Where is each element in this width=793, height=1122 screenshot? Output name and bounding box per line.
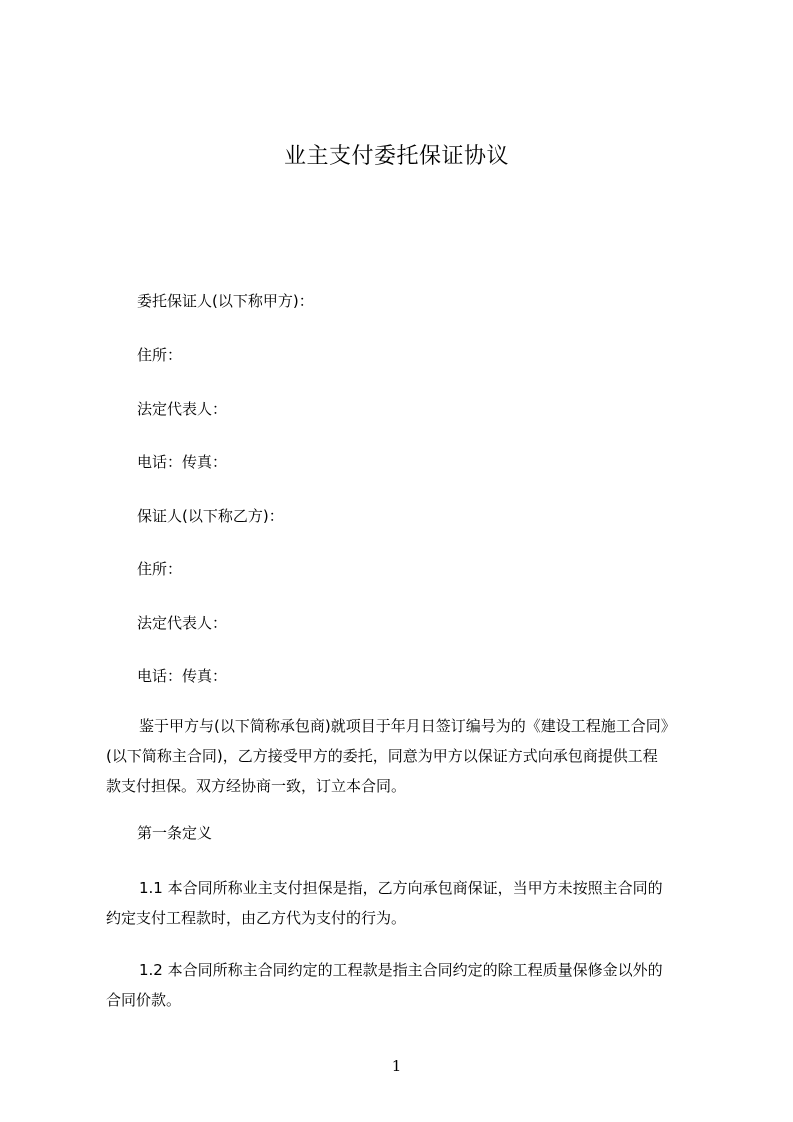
clause-1-1-line-1: 1.1 本合同所称业主支付担保是指，乙方向承包商保证，当甲方未按照主合同的 [139,879,663,897]
party-a-legal-rep: 法定代表人： [137,400,228,418]
party-b-heading: 保证人(以下称乙方)： [137,507,284,525]
party-b-phone-fax: 电话：传真： [137,667,228,685]
clause-1-1-line-2: 约定支付工程款时，由乙方代为支付的行为。 [106,909,407,927]
party-a-heading: 委托保证人(以下称甲方)： [137,292,314,310]
clause-1-1 [106,873,706,933]
document-title: 业主支付委托保证协议 [283,144,509,169]
party-a-address: 住所： [137,346,183,364]
preamble-line-3: 款支付担保。双方经协商一致，订立本合同。 [106,777,407,795]
page-number: 1 [391,1057,402,1075]
clause-1-2 [106,955,706,1015]
clause-1-2-line-1: 1.2 本合同所称主合同约定的工程款是指主合同约定的除工程质量保修金以外的 [139,961,663,979]
party-b-address: 住所： [137,560,183,578]
preamble-line-2: (以下简称主合同)，乙方接受甲方的委托，同意为甲方以保证方式向承包商提供工程 [106,747,658,765]
clause-1-2-line-2: 合同价款。 [106,991,182,1009]
party-a-phone-fax: 电话：传真： [137,453,228,471]
preamble-line-1: 鉴于甲方与(以下简称承包商)就项目于年月日签订编号为的《建设工程施工合同》 [139,717,676,735]
party-b-legal-rep: 法定代表人： [137,614,228,632]
article-1-heading: 第一条定义 [137,824,213,842]
preamble-paragraph [106,711,706,801]
